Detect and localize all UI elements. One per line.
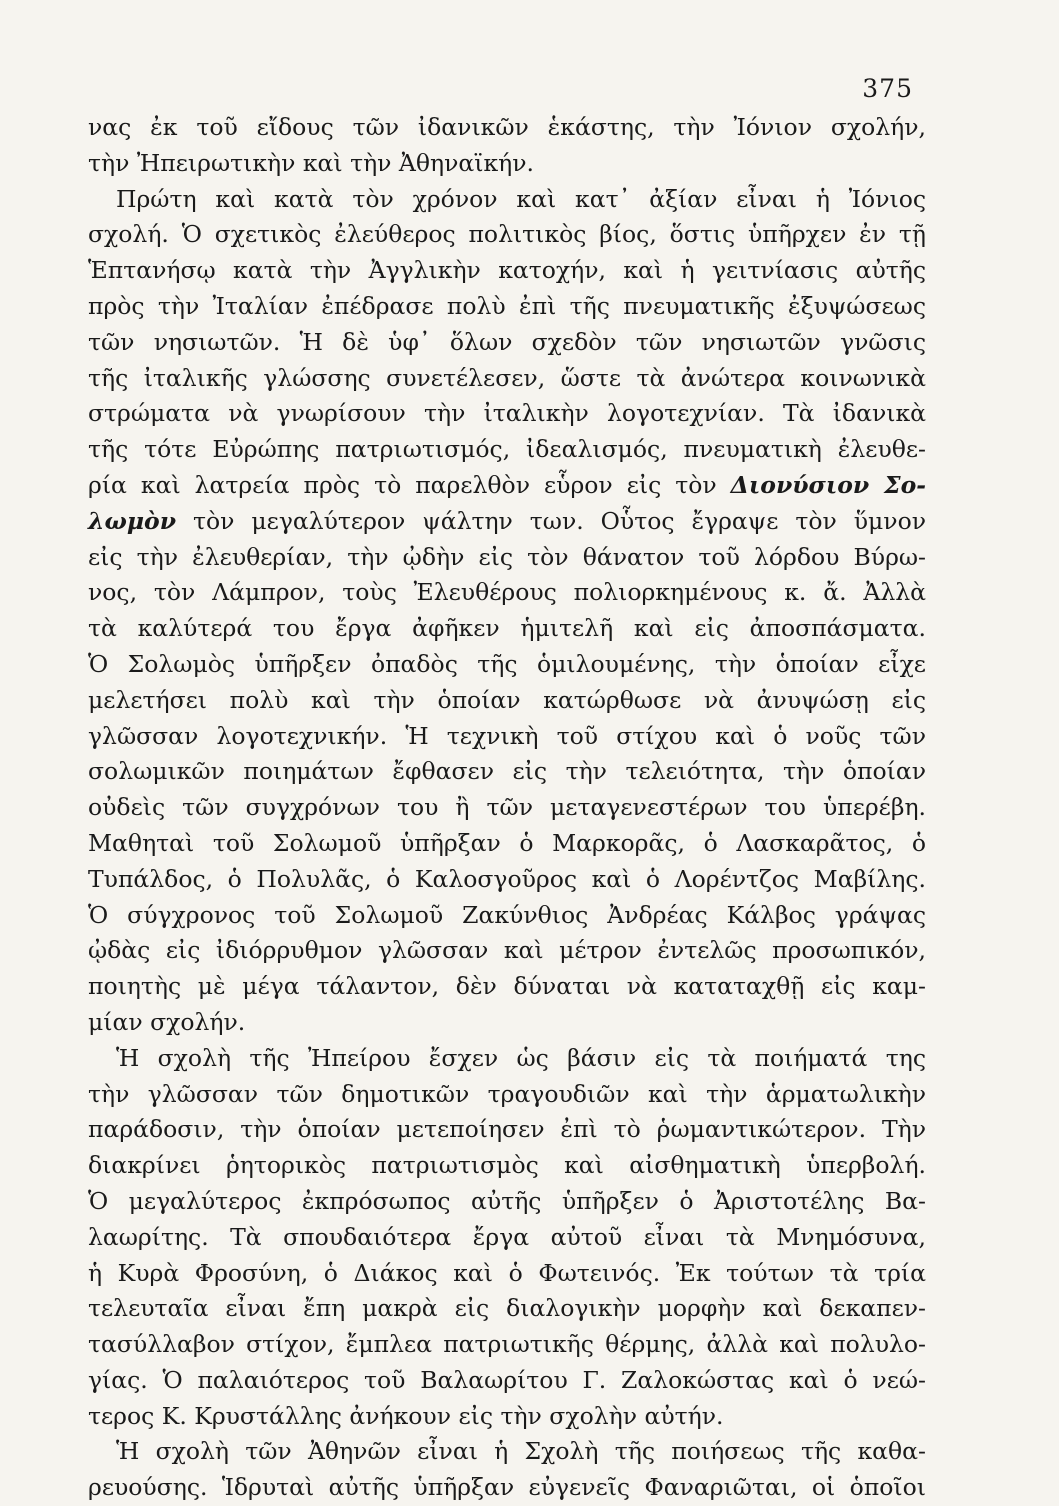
text-line: τῶν νησιωτῶν. Ἡ δὲ ὑφ᾿ ὅλων σχεδὸν τῶν νησιωτῶν γνῶσις bbox=[88, 327, 926, 356]
text-line: νας ἐκ τοῦ εἴδους τῶν ἰδανικῶν ἑκάστης, τὴν Ἰόνιον σχολήν, bbox=[88, 113, 926, 141]
body-text bbox=[88, 110, 926, 1506]
line-text: ρία καὶ λατρεία πρὸς τὸ παρελθὸν εὗρον εἰς τὸν bbox=[88, 470, 731, 499]
text-line: σχολή. Ὁ σχετικὸς ἐλεύθερος πολιτικὸς βίος, ὅστις ὑπῆρχεν ἐν τῇ bbox=[88, 220, 926, 249]
text-line: γλῶσσαν λογοτεχνικήν. Ἡ τεχνικὴ τοῦ στίχου καὶ ὁ νοῦς τῶν bbox=[88, 721, 926, 750]
person-name-emphasis: λωμὸν bbox=[88, 506, 177, 535]
text-line: Ἡ σχολὴ τῆς Ἠπείρου ἔσχεν ὡς βάσιν εἰς τὰ ποιήματά της bbox=[116, 1043, 926, 1072]
text-line: Ὁ σύγχρονος τοῦ Σολωμοῦ Ζακύνθιος Ἀνδρέας Κάλβος γράψας bbox=[88, 900, 926, 929]
person-name-emphasis: Διονύσιον Σο- bbox=[730, 470, 926, 499]
text-line: γίας. Ὁ παλαιότερος τοῦ Βαλαωρίτου Γ. Ζαλοκώστας καὶ ὁ νεώ- bbox=[88, 1365, 926, 1394]
line-text: τὸν μεγαλύτερον ψάλτην των. Οὗτος ἔγραψε τὸν ὕμνον bbox=[176, 506, 926, 535]
text-line: ἡ Κυρὰ Φροσύνη, ὁ Διάκος καὶ ὁ Φωτεινός. Ἐκ τούτων τὰ τρία bbox=[88, 1258, 926, 1287]
text-line: μελετήσει πολὺ καὶ τὴν ὁποίαν κατώρθωσε νὰ ἀνυψώσῃ εἰς bbox=[88, 685, 926, 714]
text-line: μίαν σχολήν. bbox=[88, 1007, 246, 1036]
text-line bbox=[88, 504, 926, 540]
text-line: τασύλλαβον στίχον, ἔμπλεα πατριωτικῆς θέρμης, ἀλλὰ καὶ πολυλο- bbox=[88, 1330, 926, 1359]
text-line: τῆς ἰταλικῆς γλώσσης συνετέλεσεν, ὥστε τὰ ἀνώτερα κοινωνικὰ bbox=[88, 363, 926, 392]
text-line: τὴν Ἠπειρωτικὴν καὶ τὴν Ἀθηναϊκήν. bbox=[88, 148, 535, 177]
text-line: πρὸς τὴν Ἰταλίαν ἐπέδρασε πολὺ ἐπὶ τῆς πνευματικῆς ἐξυψώσεως bbox=[88, 291, 926, 320]
text-line: λαωρίτης. Τὰ σπουδαιότερα ἔργα αὐτοῦ εἶναι τὰ Μνημόσυνα, bbox=[88, 1222, 926, 1251]
text-line: στρώματα νὰ γνωρίσουν τὴν ἰταλικὴν λογοτεχνίαν. Τὰ ἰδανικὰ bbox=[88, 399, 926, 428]
text-line: Ἑπτανήσῳ κατὰ τὴν Ἀγγλικὴν κατοχήν, καὶ ἡ γειτνίασις αὐτῆς bbox=[88, 256, 926, 285]
page-number: 375 bbox=[862, 74, 913, 103]
text-line: Πρώτη καὶ κατὰ τὸν χρόνον καὶ κατ᾿ ἀξίαν εἶναι ἡ Ἰόνιος bbox=[116, 184, 926, 213]
text-line: τερος Κ. Κρυστάλλης ἀνήκουν εἰς τὴν σχολὴν αὐτήν. bbox=[88, 1401, 724, 1430]
text-line: νος, τὸν Λάμπρον, τοὺς Ἐλευθέρους πολιορκημένους κ. ἄ. Ἀλλὰ bbox=[88, 578, 926, 607]
text-line: ρευούσης. Ἱδρυταὶ αὐτῆς ὑπῆρξαν εὐγενεῖς Φαναριῶται, οἱ ὁποῖοι bbox=[88, 1473, 926, 1502]
text-line: Ὁ μεγαλύτερος ἐκπρόσωπος αὐτῆς ὑπῆρξεν ὁ Ἀριστοτέλης Βα- bbox=[88, 1186, 926, 1215]
text-line: Τυπάλδος, ὁ Πολυλᾶς, ὁ Καλοσγοῦρος καὶ ὁ Λορέντζος Μαβίλης. bbox=[88, 864, 926, 893]
text-line: τελευταῖα εἶναι ἔπη μακρὰ εἰς διαλογικὴν μορφὴν καὶ δεκαπεν- bbox=[88, 1294, 926, 1323]
text-line: ᾠδὰς εἰς ἰδιόρρυθμον γλῶσσαν καὶ μέτρον ἐντελῶς προσωπικόν, bbox=[88, 936, 926, 965]
text-line: Ἡ σχολὴ τῶν Ἀθηνῶν εἶναι ἡ Σχολὴ τῆς ποιήσεως τῆς καθα- bbox=[116, 1437, 926, 1466]
text-line: παράδοσιν, τὴν ὁποίαν μετεποίησεν ἐπὶ τὸ ῥωμαντικώτερον. Τὴν bbox=[88, 1115, 926, 1144]
text-line bbox=[88, 468, 926, 504]
text-line: Μαθηταὶ τοῦ Σολωμοῦ ὑπῆρξαν ὁ Μαρκορᾶς, ὁ Λασκαρᾶτος, ὁ bbox=[88, 828, 926, 857]
text-line: τῆς τότε Εὐρώπης πατριωτισμός, ἰδεαλισμός, πνευματικὴ ἐλευθε- bbox=[88, 435, 926, 464]
text-line: Ὁ Σολωμὸς ὑπῆρξεν ὀπαδὸς τῆς ὁμιλουμένης, τὴν ὁποίαν εἶχε bbox=[88, 649, 926, 678]
text-line: ποιητὴς μὲ μέγα τάλαντον, δὲν δύναται νὰ καταταχθῇ εἰς καμ- bbox=[88, 972, 926, 1001]
text-line: εἰς τὴν ἐλευθερίαν, τὴν ᾠδὴν εἰς τὸν θάνατον τοῦ λόρδου Βύρω- bbox=[88, 542, 926, 571]
text-line: σολωμικῶν ποιημάτων ἔφθασεν εἰς τὴν τελειότητα, τὴν ὁποίαν bbox=[88, 757, 926, 786]
text-line: τὴν γλῶσσαν τῶν δημοτικῶν τραγουδιῶν καὶ τὴν ἁρματωλικὴν bbox=[88, 1079, 926, 1108]
text-line: οὐδεὶς τῶν συγχρόνων του ἢ τῶν μεταγενεστέρων του ὑπερέβη. bbox=[88, 793, 926, 822]
text-line: τὰ καλύτερά του ἔργα ἀφῆκεν ἡμιτελῆ καὶ εἰς ἀποσπάσματα. bbox=[88, 614, 926, 643]
text-line: διακρίνει ῥητορικὸς πατριωτισμὸς καὶ αἰσθηματικὴ ὑπερβολή. bbox=[88, 1151, 926, 1180]
